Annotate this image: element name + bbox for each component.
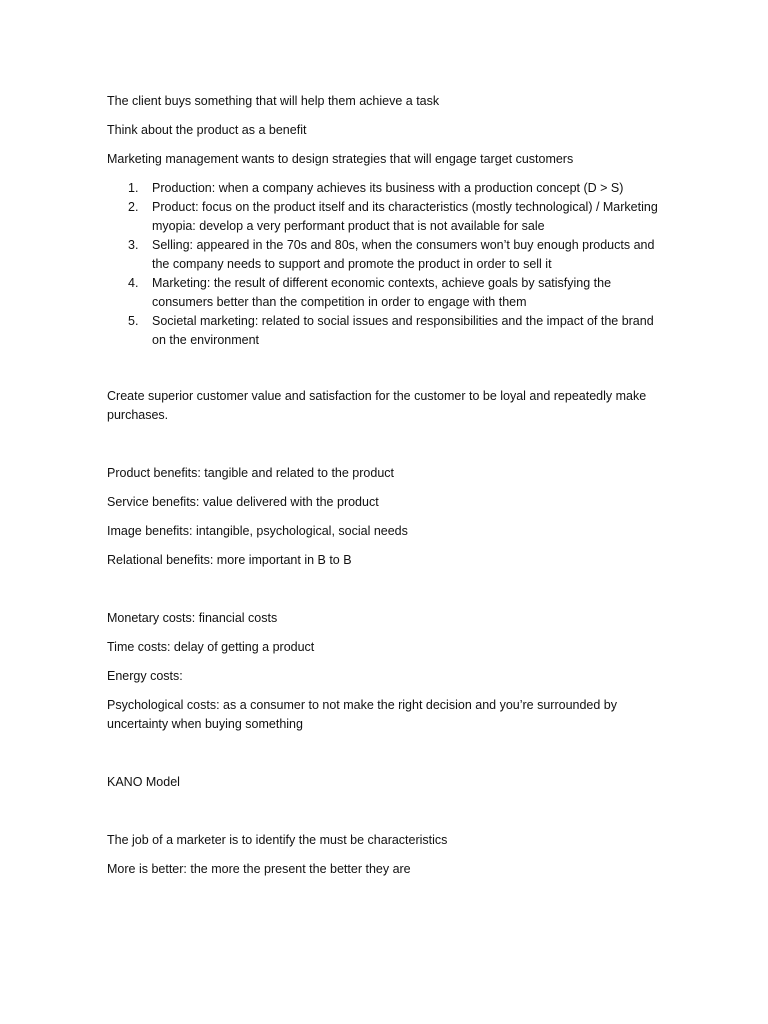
spacer: [107, 580, 667, 609]
list-number: 1.: [128, 181, 139, 195]
benefit-line: Product benefits: tangible and related to the product: [107, 466, 394, 480]
intro-line-1: The client buys something that will help them achieve a task: [107, 94, 440, 108]
kano-line: More is better: the more the present the better they are: [107, 862, 411, 876]
spacer: [107, 350, 667, 387]
list-text: Selling: appeared in the 70s and 80s, when the consumers won’t buy enough products and the company needs to support and promote the product in order to sell it: [152, 238, 655, 271]
cost-line: Monetary costs: financial costs: [107, 611, 278, 625]
spacer: [107, 435, 667, 464]
list-item: [128, 179, 667, 198]
list-text: Marketing: the result of different economic contexts, achieve goals by satisfying the consumers better than the competition in order to engage with them: [152, 276, 612, 309]
list-item: [128, 274, 667, 312]
benefit-line: Service benefits: value delivered with the product: [107, 495, 379, 509]
benefit-line: Relational benefits: more important in B to B: [107, 553, 352, 567]
list-text: Product: focus on the product itself and its characteristics (mostly technological) / Marketing myopia: develop a very performant product that is not available for sale: [152, 200, 658, 233]
list-number: 3.: [128, 238, 139, 252]
intro-line-2: Think about the product as a benefit: [107, 123, 307, 137]
spacer: [107, 744, 667, 773]
list-item: [128, 236, 667, 274]
list-number: 2.: [128, 200, 139, 214]
benefit-line: Image benefits: intangible, psychological, social needs: [107, 524, 408, 538]
list-item: [128, 198, 667, 236]
marketing-concepts-list: [107, 179, 667, 350]
document-body: [107, 92, 667, 889]
cost-line: Psychological costs: as a consumer to not make the right decision and you’re surrounded by uncertainty when buying something: [107, 698, 617, 731]
list-text: Societal marketing: related to social issues and responsibilities and the impact of the brand on the environment: [152, 314, 654, 347]
list-item: [128, 312, 667, 350]
kano-line: The job of a marketer is to identify the must be characteristics: [107, 833, 448, 847]
kano-heading: KANO Model: [107, 775, 180, 789]
intro-line-3: Marketing management wants to design strategies that will engage target customers: [107, 152, 574, 166]
list-number: 4.: [128, 276, 139, 290]
cost-line: Energy costs:: [107, 669, 183, 683]
list-text: Production: when a company achieves its business with a production concept (D > S): [152, 181, 624, 195]
list-number: 5.: [128, 314, 139, 328]
spacer: [107, 802, 667, 831]
cost-line: Time costs: delay of getting a product: [107, 640, 315, 654]
value-paragraph: Create superior customer value and satisfaction for the customer to be loyal and repeatedly make purchases.: [107, 389, 647, 422]
